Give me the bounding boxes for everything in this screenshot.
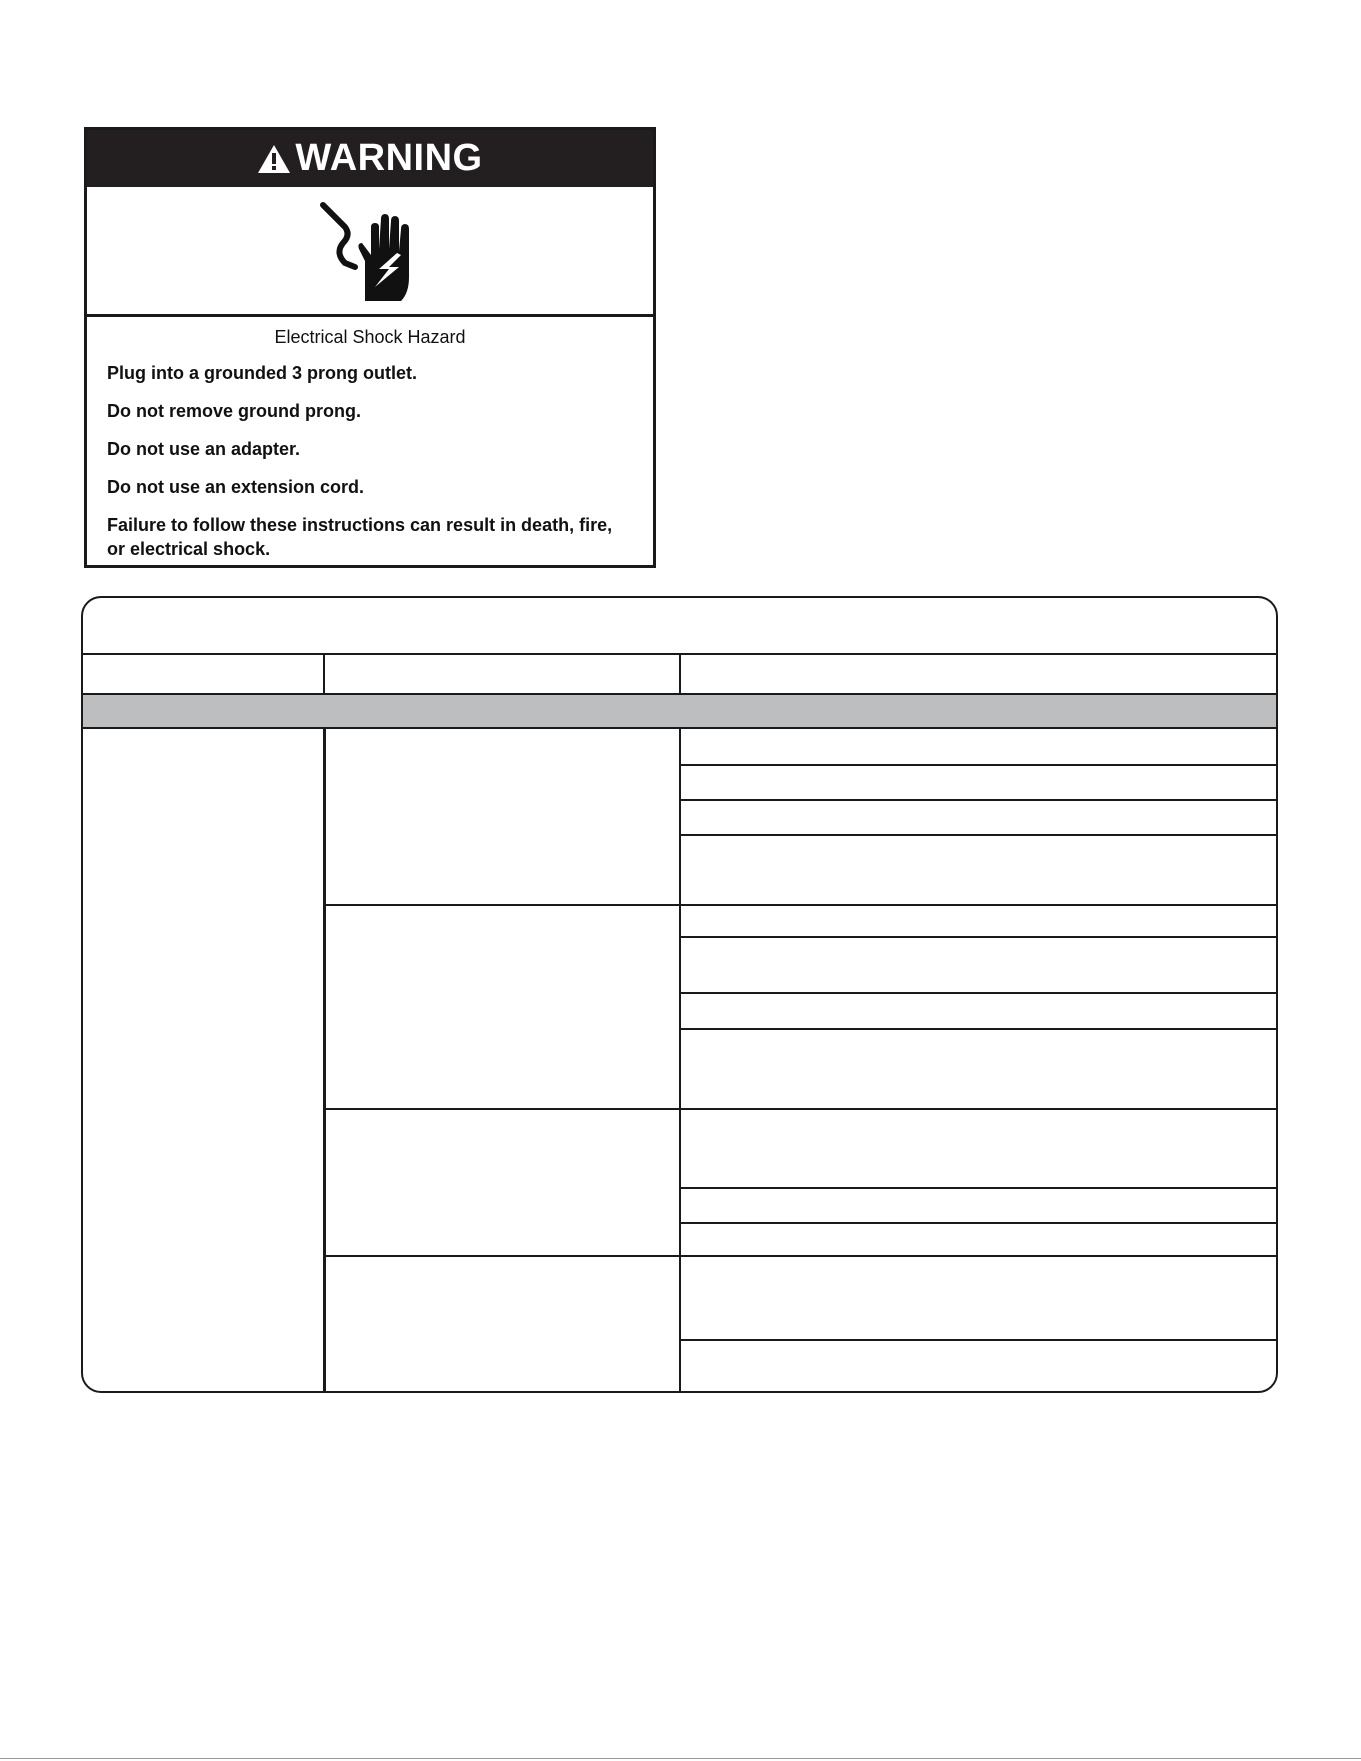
warning-box xyxy=(84,127,656,568)
solution-divider xyxy=(679,1187,1276,1189)
section-band xyxy=(83,693,1276,729)
solution-divider xyxy=(679,764,1276,766)
solution-divider xyxy=(679,1028,1276,1030)
instruction-ground-prong: Do not remove ground prong. xyxy=(107,401,361,421)
instruction-no-extension-cord: Do not use an extension cord. xyxy=(107,477,365,497)
electrical-shock-hand-icon xyxy=(315,197,425,305)
column-divider-body-2 xyxy=(679,729,681,1393)
solution-divider xyxy=(679,799,1276,801)
solution-divider xyxy=(679,834,1276,836)
cause-divider-3 xyxy=(323,1255,1276,1257)
instruction-no-adapter: Do not use an adapter. xyxy=(107,439,301,459)
instruction-failure-consequence: Failure to follow these instructions can result in death, fire, or electrical shock. xyxy=(107,515,613,559)
cause-divider-1 xyxy=(323,904,1276,906)
solution-divider xyxy=(679,1222,1276,1224)
solution-divider xyxy=(679,1339,1276,1341)
footer-rule xyxy=(0,1758,1361,1759)
warning-triangle-icon xyxy=(257,144,291,174)
warning-symbol-area xyxy=(87,187,653,317)
column-divider-header-2 xyxy=(679,653,681,694)
solution-divider xyxy=(679,992,1276,994)
column-divider-body-1 xyxy=(323,729,326,1393)
cause-divider-2 xyxy=(323,1108,1276,1110)
troubleshooting-table xyxy=(81,596,1278,1393)
warning-header xyxy=(87,130,653,187)
warning-body xyxy=(87,317,653,561)
column-divider-header-1 xyxy=(323,653,325,694)
warning-header-label: WARNING xyxy=(295,137,483,179)
instruction-grounded-outlet: Plug into a grounded 3 prong outlet. xyxy=(107,363,417,383)
hazard-title: Electrical Shock Hazard xyxy=(274,327,466,347)
solution-divider xyxy=(679,936,1276,938)
